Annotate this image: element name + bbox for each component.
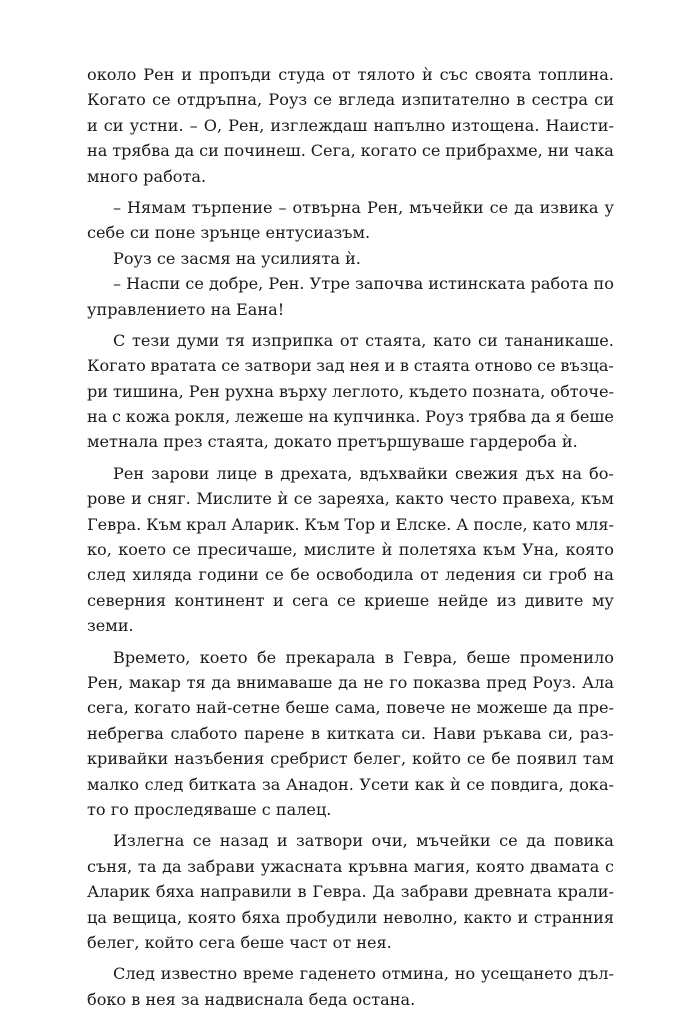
- text-line: северния континент и сега се криеше нейде из дивите му: [87, 590, 614, 610]
- paragraph: [87, 961, 614, 1012]
- text-line: Аларик бяха направили в Гевра. Да забрави древната крали-: [87, 882, 614, 902]
- paragraph: [87, 828, 614, 955]
- paragraph: [87, 645, 614, 823]
- text-line: – Наспи се добре, Рен. Утре започва истинската работа по: [113, 274, 614, 294]
- text-line: След известно време гаденето отмина, но усещането дъл-: [113, 964, 614, 984]
- text-line: след хиляда години се бе освободила от ледения си гроб на: [87, 565, 614, 585]
- text-line: малко след битката за Анадон. Усети как ѝ се повдига, дока-: [87, 774, 614, 794]
- paragraph: [87, 246, 614, 271]
- text-line: Излегна се назад и затвори очи, мъчейки се да повика: [113, 831, 614, 851]
- paragraph: [87, 461, 614, 639]
- text-line: С тези думи тя изприпка от стаята, като си тананикаше.: [113, 330, 614, 350]
- text-line: около Рен и пропъди студа от тялото ѝ със своята топлина.: [87, 65, 614, 84]
- text-line: белег, който сега беше част от нея.: [87, 932, 392, 952]
- text-line: боко в нея за надвиснала беда остана.: [87, 989, 416, 1009]
- text-line: Времето, което бе прекарала в Гевра, беше променило: [113, 647, 614, 667]
- text-line: ца вещица, която бяха пробудили неволно, както и странния: [87, 907, 614, 927]
- text-line: – Нямам търпение – отвърна Рен, мъчейки се да извика у: [113, 197, 614, 217]
- text-line: съня, та да забрави ужасната кръвна магия, която двамата с: [87, 856, 614, 876]
- text-line: себе си поне зрънце ентусиазъм.: [87, 223, 371, 243]
- text-line: на трябва да си починеш. Сега, когато се прибрахме, ни чака: [87, 141, 614, 161]
- text-line: Когато се отдръпна, Роуз се вгледа изпитателно в сестра си: [87, 90, 614, 110]
- text-line: Роуз се засмя на усилията ѝ.: [113, 248, 361, 268]
- text-line: кривайки назъбения сребрист белег, който се бе появил там: [87, 749, 614, 769]
- paragraph: [87, 62, 614, 189]
- text-line: земи.: [87, 616, 134, 636]
- paragraph: [87, 271, 614, 322]
- text-line: ри тишина, Рен рухна върху леглото, където позната, обточе-: [87, 381, 614, 401]
- text-line: сега, когато най-сетне беше сама, повече не можеше да пре-: [87, 698, 614, 718]
- paragraph: [87, 195, 614, 246]
- text-line: метнала през стаята, докато претършуваше гардероба ѝ.: [87, 432, 578, 452]
- text-line: Рен зарови лице в дрехата, вдъхвайки свежия дъх на бо-: [113, 463, 614, 483]
- text-line: небрегва слабото парене в китката си. Нави ръкава си, раз-: [87, 723, 614, 743]
- text-line: ко, което се пресичаше, мислите ѝ полетяха към Уна, която: [87, 540, 614, 560]
- text-line: Гевра. Към крал Аларик. Към Тор и Елске. А после, като мля-: [87, 514, 614, 534]
- book-page: [87, 62, 614, 1012]
- text-line: Когато вратата се затвори зад нея и в стаята отново се възца-: [87, 356, 614, 376]
- text-line: рове и сняг. Мислите ѝ се зареяха, както често правеха, към: [87, 489, 614, 509]
- text-line: то го проследяваше с палец.: [87, 799, 332, 819]
- text-line: управлението на Еана!: [87, 299, 285, 319]
- text-line: много работа.: [87, 166, 207, 186]
- text-line: и си устни. – О, Рен, изглеждаш напълно изтощена. Наисти-: [87, 115, 614, 135]
- text-line: на с кожа рокля, лежеше на купчинка. Роуз трябва да я беше: [87, 407, 614, 427]
- text-line: Рен, макар тя да внимаваше да не го показва пред Роуз. Ала: [87, 672, 614, 692]
- paragraph: [87, 328, 614, 455]
